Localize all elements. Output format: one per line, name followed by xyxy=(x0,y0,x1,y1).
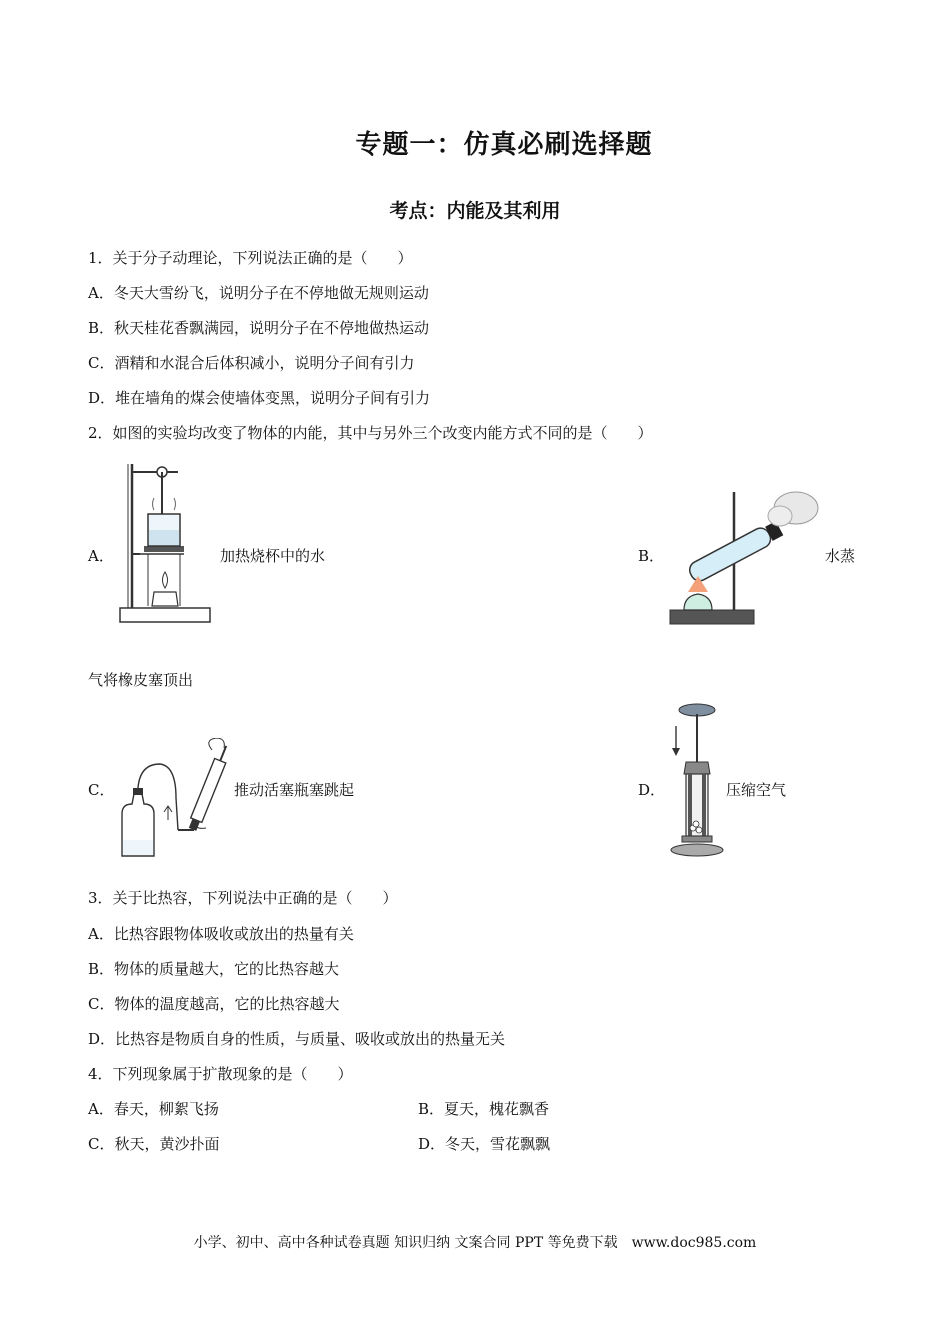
q1-option-a: A．冬天大雪纷飞，说明分子在不停地做无规则运动 xyxy=(88,284,429,302)
q4-option-c: C．秋天，黄沙扑面 xyxy=(88,1135,220,1153)
figure-compress-air xyxy=(664,702,724,858)
q4-option-d: D．冬天，雪花飘飘 xyxy=(418,1135,551,1153)
q2-option-c-text: 推动活塞瓶塞跳起 xyxy=(234,781,355,799)
q2-option-a-label: A． xyxy=(88,547,114,565)
figure-heating-beaker xyxy=(118,458,214,626)
q3-option-a: A．比热容跟物体吸收或放出的热量有关 xyxy=(88,925,354,943)
q3-option-b: B．物体的质量越大，它的比热容越大 xyxy=(88,960,340,978)
q3-option-c: C．物体的温度越高，它的比热容越大 xyxy=(88,995,340,1013)
q1-option-c: C．酒精和水混合后体积减小，说明分子间有引力 xyxy=(88,354,415,372)
section-subtitle: 考点：内能及其利用 xyxy=(389,200,561,222)
q2-option-b-continued: 气将橡皮塞顶出 xyxy=(88,671,194,689)
q1-stem: 1．关于分子动理论，下列说法正确的是（ ） xyxy=(88,249,413,267)
q2-option-b-text: 水蒸 xyxy=(825,547,856,565)
q2-stem: 2．如图的实验均改变了物体的内能，其中与另外三个改变内能方式不同的是（ ） xyxy=(88,424,653,442)
q3-stem: 3．关于比热容，下列说法中正确的是（ ） xyxy=(88,889,398,907)
q2-option-b-label: B． xyxy=(638,547,665,565)
figure-steam-test-tube xyxy=(668,486,828,632)
q4-stem: 4．下列现象属于扩散现象的是（ ） xyxy=(88,1065,353,1083)
q2-option-d-label: D． xyxy=(638,781,666,799)
page-title: 专题一：仿真必刷选择题 xyxy=(355,130,653,160)
figure-pump-bottle xyxy=(116,738,232,858)
q4-option-b: B．夏天，槐花飘香 xyxy=(418,1100,550,1118)
q1-option-b: B．秋天桂花香飘满园，说明分子在不停地做热运动 xyxy=(88,319,430,337)
q3-option-d: D．比热容是物质自身的性质，与质量、吸收或放出的热量无关 xyxy=(88,1030,506,1048)
page-footer: 小学、初中、高中各种试卷真题 知识归纳 文案合同 PPT 等免费下载 www.doc985.com xyxy=(193,1235,757,1251)
q1-option-d: D．堆在墙角的煤会使墙体变黑，说明分子间有引力 xyxy=(88,389,431,407)
q4-option-a: A．春天，柳絮飞扬 xyxy=(88,1100,219,1118)
q2-option-c-label: C． xyxy=(88,781,115,799)
q2-option-d-text: 压缩空气 xyxy=(726,781,787,799)
q2-option-a-text: 加热烧杯中的水 xyxy=(220,547,326,565)
